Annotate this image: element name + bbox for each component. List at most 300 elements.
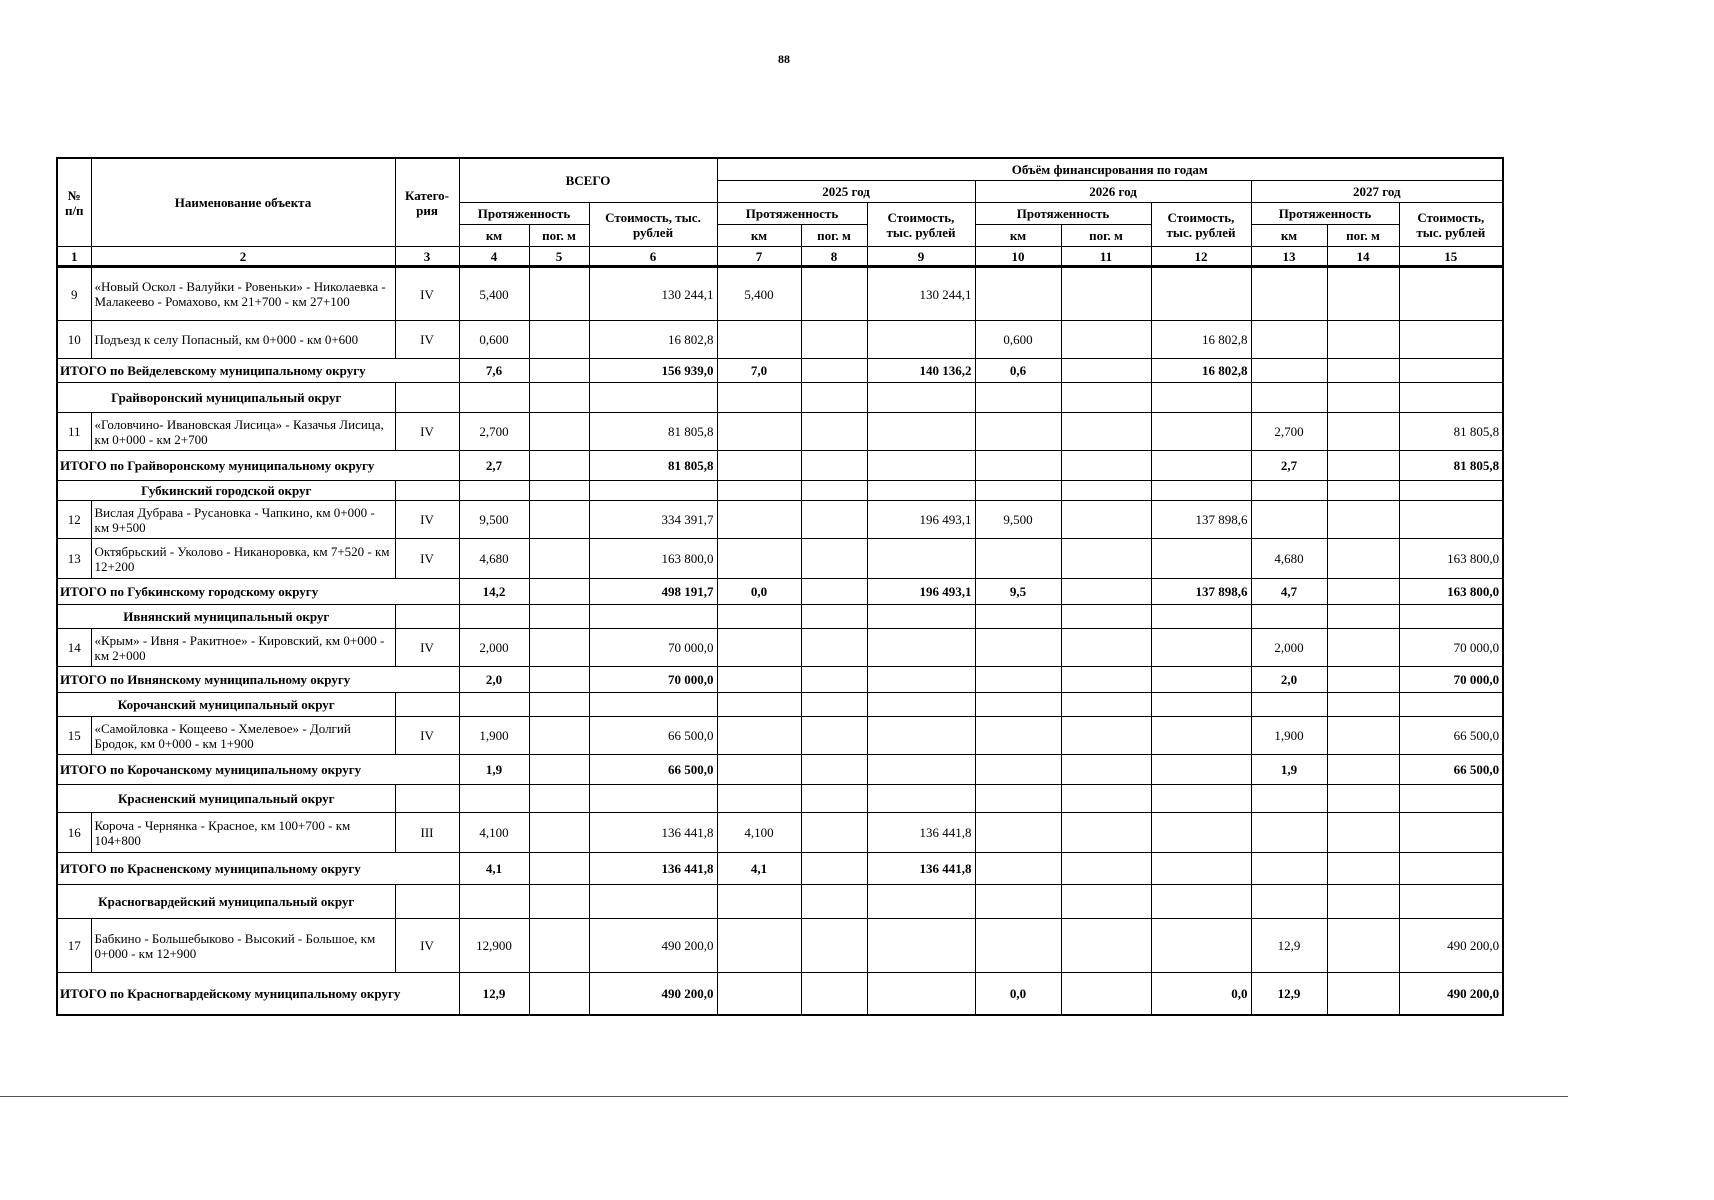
empty-cell [1151, 481, 1251, 501]
total-value-cell: 2,0 [1251, 667, 1327, 693]
object-name: «Новый Оскол - Валуйки - Ровеньки» - Николаевка - Малакеево - Ромахово, км 21+700 - км 27+100 [91, 267, 395, 321]
row-index: 16 [57, 813, 91, 853]
empty-cell [801, 605, 867, 629]
value-cell [975, 267, 1061, 321]
header-length-total: Протяженность [459, 203, 589, 225]
district-header-row [57, 885, 1503, 919]
total-value-cell: 136 441,8 [867, 853, 975, 885]
empty-cell [975, 693, 1061, 717]
header-total: ВСЕГО [459, 158, 717, 203]
value-cell: 12,900 [459, 919, 529, 973]
total-value-cell: 12,9 [459, 973, 529, 1015]
empty-cell [1399, 605, 1503, 629]
empty-cell [717, 481, 801, 501]
value-cell [717, 717, 801, 755]
value-cell [1061, 919, 1151, 973]
value-cell: 81 805,8 [1399, 413, 1503, 451]
empty-cell [975, 383, 1061, 413]
row-index: 12 [57, 501, 91, 539]
empty-cell [867, 481, 975, 501]
empty-cell [801, 383, 867, 413]
empty-cell [1399, 785, 1503, 813]
value-cell: 5,400 [717, 267, 801, 321]
value-cell [975, 813, 1061, 853]
total-value-cell: 163 800,0 [1399, 579, 1503, 605]
total-value-cell [975, 451, 1061, 481]
total-value-cell [867, 755, 975, 785]
total-value-cell [801, 755, 867, 785]
value-cell: 130 244,1 [867, 267, 975, 321]
total-value-cell [975, 853, 1061, 885]
value-cell [801, 813, 867, 853]
value-cell: 4,100 [717, 813, 801, 853]
district-name: Губкинский городской округ [57, 481, 395, 501]
column-number-row [57, 247, 1503, 267]
total-value-cell: 137 898,6 [1151, 579, 1251, 605]
value-cell [1061, 813, 1151, 853]
value-cell: 81 805,8 [589, 413, 717, 451]
header-km: км [459, 225, 529, 247]
value-cell: 137 898,6 [1151, 501, 1251, 539]
value-cell [801, 919, 867, 973]
empty-cell [1061, 885, 1151, 919]
empty-cell [529, 481, 589, 501]
empty-cell [801, 693, 867, 717]
total-value-cell [529, 667, 589, 693]
column-number: 15 [1399, 247, 1503, 267]
page-bottom-rule [0, 1096, 1568, 1097]
value-cell [1327, 413, 1399, 451]
value-cell [1251, 321, 1327, 359]
total-value-cell [1327, 853, 1399, 885]
header-cost-total: Стоимость, тыс. рублей [589, 203, 717, 247]
object-name: «Головчино- Ивановская Лисица» - Казачья Лисица, км 0+000 - км 2+700 [91, 413, 395, 451]
empty-cell [717, 785, 801, 813]
empty-cell [395, 885, 459, 919]
value-cell [867, 413, 975, 451]
object-category: IV [395, 413, 459, 451]
column-number: 10 [975, 247, 1061, 267]
empty-cell [529, 693, 589, 717]
empty-cell [589, 885, 717, 919]
total-value-cell [801, 359, 867, 383]
value-cell [529, 919, 589, 973]
empty-cell [867, 885, 975, 919]
total-value-cell: 0,0 [1151, 973, 1251, 1015]
value-cell [717, 539, 801, 579]
header-category: Катего- рия [395, 158, 459, 247]
column-number: 3 [395, 247, 459, 267]
value-cell [867, 919, 975, 973]
district-name: Грайворонский муниципальный округ [57, 383, 395, 413]
district-header-row [57, 605, 1503, 629]
total-value-cell [529, 755, 589, 785]
value-cell [529, 501, 589, 539]
value-cell [867, 321, 975, 359]
table-row [57, 717, 1503, 755]
empty-cell [1327, 383, 1399, 413]
value-cell: 490 200,0 [589, 919, 717, 973]
row-index: 11 [57, 413, 91, 451]
value-cell [1327, 919, 1399, 973]
value-cell [1327, 629, 1399, 667]
value-cell [975, 717, 1061, 755]
total-value-cell: 7,6 [459, 359, 529, 383]
total-value-cell [1327, 579, 1399, 605]
total-label: ИТОГО по Ивнянскому муниципальному округу [57, 667, 459, 693]
total-value-cell: 498 191,7 [589, 579, 717, 605]
total-value-cell [1061, 667, 1151, 693]
value-cell [1399, 501, 1503, 539]
value-cell: 1,900 [1251, 717, 1327, 755]
total-value-cell [1327, 755, 1399, 785]
value-cell [717, 413, 801, 451]
total-value-cell [529, 853, 589, 885]
total-value-cell [801, 667, 867, 693]
total-row [57, 853, 1503, 885]
total-value-cell [1251, 853, 1327, 885]
empty-cell [1327, 481, 1399, 501]
value-cell [1399, 321, 1503, 359]
page-number: 88 [778, 52, 790, 66]
object-name: Короча - Чернянка - Красное, км 100+700 - км 104+800 [91, 813, 395, 853]
value-cell [717, 919, 801, 973]
value-cell: 2,700 [1251, 413, 1327, 451]
value-cell [1327, 321, 1399, 359]
total-value-cell [529, 451, 589, 481]
total-value-cell: 81 805,8 [589, 451, 717, 481]
empty-cell [459, 885, 529, 919]
empty-cell [589, 605, 717, 629]
total-value-cell: 140 136,2 [867, 359, 975, 383]
empty-cell [1399, 885, 1503, 919]
total-label: ИТОГО по Красненскому муниципальному округу [57, 853, 459, 885]
value-cell [529, 813, 589, 853]
value-cell: 2,000 [459, 629, 529, 667]
value-cell [975, 413, 1061, 451]
empty-cell [459, 693, 529, 717]
column-number: 11 [1061, 247, 1151, 267]
object-category: IV [395, 321, 459, 359]
total-value-cell: 1,9 [459, 755, 529, 785]
empty-cell [529, 885, 589, 919]
empty-cell [1327, 785, 1399, 813]
total-value-cell: 70 000,0 [1399, 667, 1503, 693]
empty-cell [589, 481, 717, 501]
column-number: 8 [801, 247, 867, 267]
value-cell [1327, 267, 1399, 321]
total-row [57, 579, 1503, 605]
value-cell [529, 539, 589, 579]
total-value-cell [867, 451, 975, 481]
table-body [57, 267, 1503, 1015]
total-value-cell: 66 500,0 [1399, 755, 1503, 785]
empty-cell [1151, 885, 1251, 919]
district-header-row [57, 481, 1503, 501]
total-value-cell: 196 493,1 [867, 579, 975, 605]
object-name: «Крым» - Ивня - Ракитное» - Кировский, км 0+000 - км 2+000 [91, 629, 395, 667]
total-value-cell: 12,9 [1251, 973, 1327, 1015]
empty-cell [717, 693, 801, 717]
value-cell [1061, 629, 1151, 667]
value-cell: 490 200,0 [1399, 919, 1503, 973]
empty-cell [801, 785, 867, 813]
total-value-cell [717, 667, 801, 693]
financing-table [56, 157, 1504, 1016]
empty-cell [1151, 383, 1251, 413]
empty-cell [589, 693, 717, 717]
object-name: «Самойловка - Кощеево - Хмелевое» - Долгий Бродок, км 0+000 - км 1+900 [91, 717, 395, 755]
value-cell [801, 539, 867, 579]
empty-cell [395, 383, 459, 413]
column-number: 14 [1327, 247, 1399, 267]
row-index: 9 [57, 267, 91, 321]
total-value-cell [801, 973, 867, 1015]
value-cell [529, 629, 589, 667]
total-value-cell [1151, 755, 1251, 785]
total-value-cell [529, 579, 589, 605]
value-cell: 130 244,1 [589, 267, 717, 321]
total-row [57, 755, 1503, 785]
total-value-cell: 70 000,0 [589, 667, 717, 693]
value-cell [975, 919, 1061, 973]
value-cell [1061, 501, 1151, 539]
empty-cell [395, 605, 459, 629]
total-value-cell [1327, 359, 1399, 383]
value-cell [975, 629, 1061, 667]
value-cell: 0,600 [459, 321, 529, 359]
empty-cell [1251, 693, 1327, 717]
value-cell: 136 441,8 [867, 813, 975, 853]
header-pog-m: пог. м [801, 225, 867, 247]
table-row [57, 413, 1503, 451]
total-value-cell [867, 973, 975, 1015]
value-cell [717, 321, 801, 359]
object-name: Подъезд к селу Попасный, км 0+000 - км 0+600 [91, 321, 395, 359]
total-value-cell [1061, 359, 1151, 383]
value-cell [1061, 413, 1151, 451]
total-row [57, 667, 1503, 693]
column-number: 6 [589, 247, 717, 267]
total-value-cell [1061, 451, 1151, 481]
value-cell [1327, 717, 1399, 755]
total-value-cell: 490 200,0 [1399, 973, 1503, 1015]
column-number: 4 [459, 247, 529, 267]
total-label: ИТОГО по Грайворонскому муниципальному округу [57, 451, 459, 481]
empty-cell [1151, 785, 1251, 813]
value-cell: 136 441,8 [589, 813, 717, 853]
header-km: км [717, 225, 801, 247]
value-cell [867, 717, 975, 755]
header-year-2025: 2025 год [717, 181, 975, 203]
value-cell: 163 800,0 [1399, 539, 1503, 579]
value-cell [1399, 267, 1503, 321]
value-cell: 16 802,8 [589, 321, 717, 359]
total-value-cell [1399, 853, 1503, 885]
total-row [57, 451, 1503, 481]
header-year-2026: 2026 год [975, 181, 1251, 203]
value-cell: 66 500,0 [589, 717, 717, 755]
empty-cell [975, 481, 1061, 501]
column-number: 1 [57, 247, 91, 267]
column-number: 9 [867, 247, 975, 267]
empty-cell [975, 785, 1061, 813]
value-cell [529, 267, 589, 321]
empty-cell [589, 785, 717, 813]
value-cell: 66 500,0 [1399, 717, 1503, 755]
total-value-cell: 136 441,8 [589, 853, 717, 885]
empty-cell [717, 885, 801, 919]
value-cell [801, 321, 867, 359]
value-cell [1151, 539, 1251, 579]
empty-cell [975, 605, 1061, 629]
total-value-cell: 9,5 [975, 579, 1061, 605]
empty-cell [1251, 605, 1327, 629]
value-cell: 1,900 [459, 717, 529, 755]
value-cell: 9,500 [459, 501, 529, 539]
total-value-cell: 14,2 [459, 579, 529, 605]
table-row [57, 629, 1503, 667]
column-number: 12 [1151, 247, 1251, 267]
total-value-cell [529, 359, 589, 383]
empty-cell [1399, 481, 1503, 501]
value-cell [1251, 501, 1327, 539]
value-cell [1061, 321, 1151, 359]
total-row [57, 359, 1503, 383]
total-value-cell: 2,7 [1251, 451, 1327, 481]
total-value-cell [1399, 359, 1503, 383]
value-cell [529, 321, 589, 359]
header-cost-2027: Стоимость, тыс. рублей [1399, 203, 1503, 247]
value-cell [1061, 267, 1151, 321]
header-km: км [975, 225, 1061, 247]
total-value-cell: 1,9 [1251, 755, 1327, 785]
table-row [57, 813, 1503, 853]
value-cell [1327, 539, 1399, 579]
total-value-cell [1327, 973, 1399, 1015]
value-cell: 2,700 [459, 413, 529, 451]
value-cell [1251, 267, 1327, 321]
table-row [57, 919, 1503, 973]
value-cell [1251, 813, 1327, 853]
empty-cell [529, 785, 589, 813]
total-value-cell: 81 805,8 [1399, 451, 1503, 481]
value-cell [529, 413, 589, 451]
value-cell [1151, 629, 1251, 667]
district-name: Ивнянский муниципальный округ [57, 605, 395, 629]
total-value-cell [1151, 451, 1251, 481]
value-cell: 70 000,0 [1399, 629, 1503, 667]
empty-cell [395, 693, 459, 717]
empty-cell [1061, 693, 1151, 717]
empty-cell [395, 785, 459, 813]
empty-cell [1061, 481, 1151, 501]
value-cell [1151, 413, 1251, 451]
value-cell [1151, 813, 1251, 853]
value-cell: 4,100 [459, 813, 529, 853]
object-name: Бабкино - Большебыково - Высокий - Большое, км 0+000 - км 12+900 [91, 919, 395, 973]
empty-cell [1151, 605, 1251, 629]
empty-cell [1327, 885, 1399, 919]
row-index: 14 [57, 629, 91, 667]
header-pog-m: пог. м [529, 225, 589, 247]
header-cost-2025: Стоимость, тыс. рублей [867, 203, 975, 247]
header-length-2027: Протяженность [1251, 203, 1399, 225]
value-cell: 334 391,7 [589, 501, 717, 539]
value-cell [801, 629, 867, 667]
total-value-cell [717, 451, 801, 481]
object-category: III [395, 813, 459, 853]
district-name: Красненский муниципальный округ [57, 785, 395, 813]
value-cell: 9,500 [975, 501, 1061, 539]
empty-cell [459, 785, 529, 813]
total-value-cell [1061, 853, 1151, 885]
value-cell [1061, 717, 1151, 755]
total-label: ИТОГО по Губкинскому городскому округу [57, 579, 459, 605]
value-cell [1399, 813, 1503, 853]
empty-cell [717, 383, 801, 413]
total-row [57, 973, 1503, 1015]
empty-cell [1061, 383, 1151, 413]
value-cell [1327, 813, 1399, 853]
empty-cell [717, 605, 801, 629]
empty-cell [867, 383, 975, 413]
total-value-cell [1061, 755, 1151, 785]
total-value-cell [1061, 579, 1151, 605]
header-km: км [1251, 225, 1327, 247]
total-value-cell [1151, 667, 1251, 693]
empty-cell [1399, 383, 1503, 413]
empty-cell [529, 605, 589, 629]
column-number: 2 [91, 247, 395, 267]
row-index: 13 [57, 539, 91, 579]
header-funding: Объём финансирования по годам [717, 158, 1503, 181]
total-value-cell: 0,0 [975, 973, 1061, 1015]
value-cell [801, 267, 867, 321]
empty-cell [529, 383, 589, 413]
total-value-cell: 16 802,8 [1151, 359, 1251, 383]
row-index: 17 [57, 919, 91, 973]
value-cell: 16 802,8 [1151, 321, 1251, 359]
header-length-2026: Протяженность [975, 203, 1151, 225]
total-value-cell: 4,7 [1251, 579, 1327, 605]
empty-cell [975, 885, 1061, 919]
empty-cell [1327, 693, 1399, 717]
value-cell: 4,680 [459, 539, 529, 579]
empty-cell [867, 693, 975, 717]
value-cell [1061, 539, 1151, 579]
total-label: ИТОГО по Красногвардейскому муниципальному округу [57, 973, 459, 1015]
total-value-cell: 490 200,0 [589, 973, 717, 1015]
table-row [57, 267, 1503, 321]
table-row [57, 321, 1503, 359]
total-value-cell: 156 939,0 [589, 359, 717, 383]
total-value-cell: 2,0 [459, 667, 529, 693]
value-cell: 2,000 [1251, 629, 1327, 667]
value-cell: 163 800,0 [589, 539, 717, 579]
object-category: IV [395, 717, 459, 755]
total-value-cell [1327, 667, 1399, 693]
object-name: Октябрьский - Уколово - Никаноровка, км 7+520 - км 12+200 [91, 539, 395, 579]
value-cell: 4,680 [1251, 539, 1327, 579]
total-value-cell [975, 667, 1061, 693]
total-value-cell [801, 579, 867, 605]
value-cell: 12,9 [1251, 919, 1327, 973]
total-value-cell [1327, 451, 1399, 481]
object-category: IV [395, 919, 459, 973]
empty-cell [867, 605, 975, 629]
header-pog-m: пог. м [1061, 225, 1151, 247]
